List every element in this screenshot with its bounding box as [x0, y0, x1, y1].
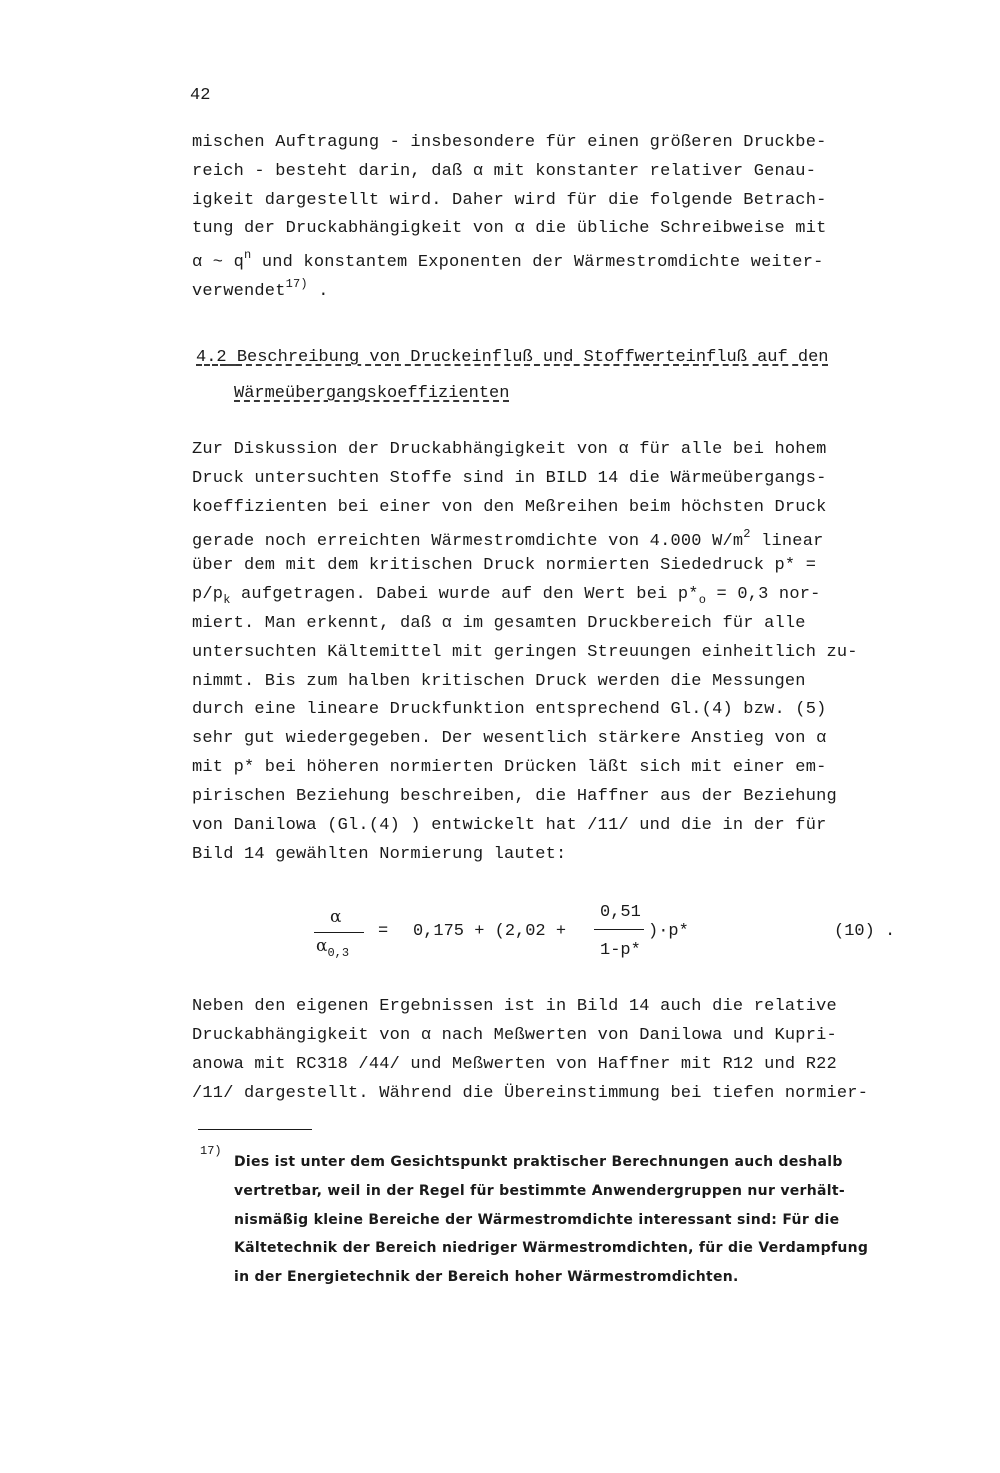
text-fragment: p/p [192, 585, 224, 604]
footnote-line: in der Energietechnik der Bereich hoher Wärmestromdichten. [234, 1269, 739, 1285]
footnote-line: vertretbar, weil in der Regel für bestimmte Anwendergruppen nur verhält- [234, 1183, 845, 1199]
text-line: durch eine lineare Druckfunktion entsprechend Gl.(4) bzw. (5) [192, 700, 827, 719]
text-fragment: gerade noch erreichten Wärmestromdichte von 4.000 W/m [192, 532, 744, 551]
text-line [192, 585, 821, 607]
subscript: o [698, 593, 707, 607]
superscript: 2 [743, 527, 751, 541]
equation-equals: = [378, 922, 389, 941]
text-line: Zur Diskussion der Druckabhängigkeit von α für alle bei hohem [192, 440, 827, 459]
text-fragment: aufgetragen. Dabei wurde auf den Wert bei p* [230, 585, 699, 604]
alpha-symbol: α [316, 936, 328, 956]
text-fragment: verwendet [192, 282, 286, 301]
fraction-bar [314, 932, 364, 933]
text-line: sehr gut wiedergegeben. Der wesentlich stärkere Anstieg von α [192, 729, 827, 748]
text-line [192, 248, 824, 272]
text-line: untersuchten Kältemittel mit geringen Streuungen einheitlich zu- [192, 643, 858, 662]
text-line: anowa mit RC318 /44/ und Meßwerten von Haffner mit R12 und R22 [192, 1055, 837, 1074]
superscript: n [244, 248, 252, 262]
subscript: 0,3 [327, 946, 350, 960]
equation-rhs-part1: 0,175 + (2,02 + [413, 922, 567, 941]
text-fragment: . [307, 282, 329, 301]
footnote-divider [198, 1129, 312, 1130]
text-line: Druckabhängigkeit von α nach Meßwerten von Danilowa und Kupri- [192, 1026, 837, 1045]
subscript: k [223, 593, 231, 607]
equation-fraction-numerator: 0,51 [600, 903, 641, 922]
footnote-line: Dies ist unter dem Gesichtspunkt praktischer Berechnungen auch deshalb [234, 1154, 843, 1170]
section-number: 4.2 [196, 348, 227, 367]
text-line: nimmt. Bis zum halben kritischen Druck werden die Messungen [192, 672, 806, 691]
text-line: Bild 14 gewählten Normierung lautet: [192, 845, 567, 864]
text-line: miert. Man erkennt, daß α im gesamten Druckbereich für alle [192, 614, 806, 633]
text-line: igkeit dargestellt wird. Daher wird für die folgende Betrach- [192, 191, 827, 210]
text-line: reich - besteht darin, daß α mit konstanter relativer Genau- [192, 162, 817, 181]
text-line [192, 527, 824, 551]
footnote-reference: 17) [285, 277, 308, 291]
equation-lhs-denominator [316, 936, 349, 960]
text-line: mit p* bei höheren normierten Drücken läßt sich mit einer em- [192, 758, 827, 777]
text-line: über dem mit dem kritischen Druck normierten Siededruck p* = [192, 556, 817, 575]
equation-number: (10) . [834, 922, 896, 941]
text-fragment: und konstantem Exponenten der Wärmestromdichte weiter- [251, 253, 824, 272]
section-heading-line1 [196, 348, 829, 367]
section-heading-line2: Wärmeübergangskoeffizienten [234, 384, 510, 403]
page-number: 42 [190, 86, 211, 105]
text-fragment: = 0,3 nor- [706, 585, 821, 604]
footnote-mark: 17) [200, 1144, 222, 1158]
text-line: Neben den eigenen Ergebnissen ist in Bild 14 auch die relative [192, 997, 837, 1016]
equation-rhs-part2: )·p* [648, 922, 689, 941]
text-line: Druck untersuchten Stoffe sind in BILD 14 die Wärmeübergangs- [192, 469, 827, 488]
section-title: Beschreibung von Druckeinfluß und Stoffwerteinfluß auf den [236, 348, 829, 367]
text-fragment: α ~ q [192, 253, 245, 272]
text-line: tung der Druckabhängigkeit von α die übliche Schreibweise mit [192, 219, 827, 238]
equation-lhs-numerator: α [330, 907, 342, 927]
footnote-line: nismäßig kleine Bereiche der Wärmestromdichte interessant sind: Für die [234, 1212, 840, 1228]
text-line: /11/ dargestellt. Während die Übereinstimmung bei tiefen normier- [192, 1084, 869, 1103]
fraction-bar [594, 929, 644, 930]
text-line: pirischen Beziehung beschreiben, die Haffner aus der Beziehung [192, 787, 837, 806]
text-line: von Danilowa (Gl.(4) ) entwickelt hat /11/ und die in der für [192, 816, 827, 835]
text-line: mischen Auftragung - insbesondere für einen größeren Druckbe- [192, 133, 827, 152]
footnote-line: Kältetechnik der Bereich niedriger Wärmestromdichten, für die Verdampfung [234, 1240, 869, 1256]
equation-fraction-denominator: 1-p* [600, 941, 641, 960]
text-line [192, 277, 329, 301]
text-fragment: linear [750, 532, 824, 551]
text-line: koeffizienten bei einer von den Meßreihen beim höchsten Druck [192, 498, 827, 517]
